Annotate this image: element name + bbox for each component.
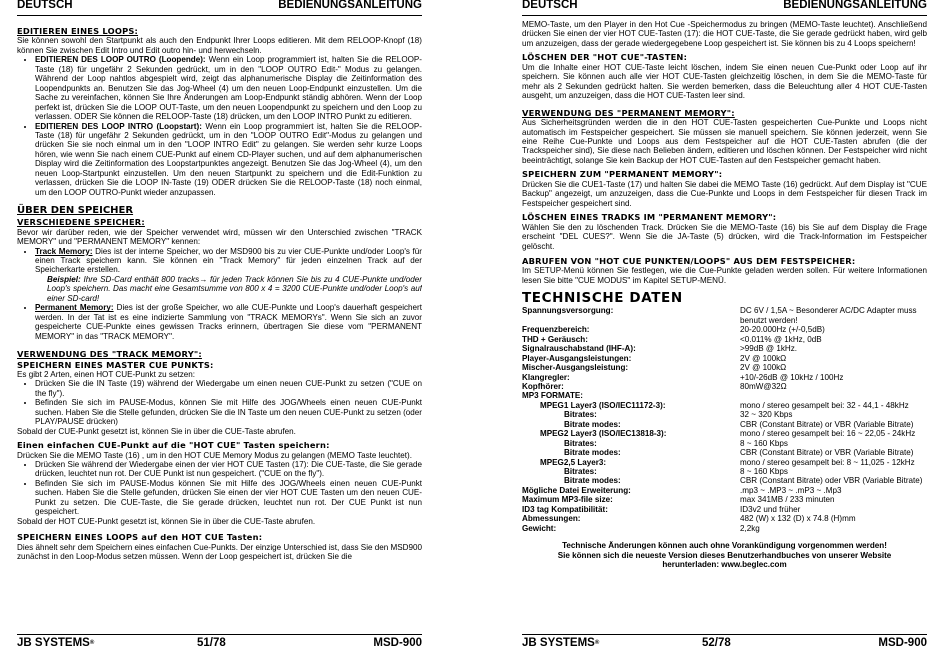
spec-row: [522, 467, 927, 476]
spec-value: 2V @ 100kΩ: [740, 363, 787, 373]
spec-row: [522, 514, 927, 523]
spec-row: [522, 476, 927, 485]
spec-row: [522, 363, 927, 372]
spec-row: [522, 458, 927, 467]
note-line: herunterladen: www.beglec.com: [662, 560, 787, 570]
heading-recall: ABRUFEN VON "HOT CUE PUNKTEN/LOOPS" AUS DEM FESTSPEICHER:: [522, 255, 856, 266]
heading-hot-cue: Einen einfachen CUE-Punkt auf die "HOT CUE" Tasten speichern:: [17, 440, 330, 451]
spec-label: Gewicht:: [522, 523, 557, 533]
spec-row: [522, 335, 927, 344]
list-item: • Drücken Sie die IN Taste (19) während der Wiedergabe um einen neuen CUE-Punkt zu setzen ("CUE on the fly").: [35, 379, 422, 398]
bullet-list: [17, 247, 422, 275]
spec-value: <0.011% @ 1kHz, 0dB: [740, 334, 822, 344]
page-body: [522, 20, 927, 630]
page-header: [522, 1, 927, 16]
spec-row: [522, 344, 927, 353]
footer-brand: [17, 639, 94, 648]
spec-value: 482 (W) x 132 (D) x 74.8 (H)mm: [740, 514, 856, 524]
spec-value: mono / stereo gesampelt bei: 16 ~ 22,05 - 24kHz: [740, 429, 916, 439]
spec-value: ID3v2 und früher: [740, 504, 801, 514]
header-language: DEUTSCH: [522, 0, 578, 11]
spec-label: Bitrate modes:: [564, 448, 621, 458]
spec-value: +10/-26dB @ 10kHz / 100Hz: [740, 372, 844, 382]
heading-master-cue: SPEICHERN EINES MASTER CUE PUNKTS:: [17, 359, 214, 370]
paragraph: Im SETUP-Menü können Sie festlegen, wie die Cue-Punkte geladen werden sollen. Für weitere Informationen lesen Sie bitte "CUE MODUS" im Kapitel SETUP-MENÜ.: [522, 266, 927, 285]
spec-label: Frequenzbereich:: [522, 325, 590, 335]
paragraph: Aus Sicherheitsgründen werden die in den HOT CUE-Tasten gespeicherten Cue-Punkte und Loops nicht automatisch im Festspeicher gespeichert. Sie müssen sie manuell speichern. Sie können jederzeit, wenn Sie eine Reihe Cue-Punkte und Loops aus dem Festspeicher auf die HOT CUE-Tasten abrufen (die der Trackspeicher sind), Sie diese nach Belieben ändern, editieren und löschen können. Der Festspeicher wird nicht beeinträchtigt, solange Sie kein Backup der HOT CUE-Tasten auf den Festspeicher gemacht haben.: [522, 118, 927, 165]
spec-label: THD + Geräusch:: [522, 334, 588, 344]
spec-row: [522, 439, 927, 448]
heading-save-permanent: SPEICHERN ZUM "PERMANENT MEMORY":: [522, 169, 723, 180]
registered-mark: ®: [594, 640, 600, 646]
item-text: Wenn ein Loop programmiert ist, halten Sie die RELOOP-Taste (18) für ungefähr 2 Sekunden gedrückt, um in den "LOOP OUTRO Edit"-Modus zu gelangen und drücken Sie sie noch einmal um in den "LOOP INTRO Edit" zu gelangen. Sie werden sehr kurze Loops hören, wie wenn Sie nach einem CUE-Punkt auf einem CD-Player suchen, und auf dem alphanumerischen Display wird die Zeitinformation des Loopstartpunktes angezeigt. Benutzen Sie das Jog-Wheel (4), um den neuen Loop-Startpunkt einzustellen. Um den neuen Startpunkt zu speichern und die Edit-Funktion zu verlassen, drücken Sie die LOOP IN-Taste (19) ODER drücken Sie die RELOOP-Taste (18) noch einmal, um den LOOP OUTRO-Punkt wieder anzupassen.: [35, 121, 422, 197]
heading-save-loop: SPEICHERN EINES LOOPS auf den HOT CUE Tasten:: [17, 532, 263, 543]
model-name: MSD-900: [878, 637, 927, 649]
spec-row: [522, 448, 927, 457]
section-title-specs: TECHNISCHE DATEN: [522, 290, 683, 307]
spec-value: CBR (Constant Bitrate) or VBR (Variable Bitrate): [740, 448, 914, 458]
spec-label: Mischer-Ausgangsleistung:: [522, 363, 629, 373]
spec-value: [740, 391, 927, 400]
spec-row: [522, 505, 927, 514]
header-title: BEDIENUNGSANLEITUNG: [783, 0, 927, 11]
registered-mark: ®: [89, 640, 95, 646]
spec-label: Mögliche Datei Erweiterung:: [522, 485, 631, 495]
spec-label: Bitrate modes:: [564, 419, 621, 429]
heading-delete-track: LÖSCHEN EINES TRADKS IM "PERMANENT MEMORY":: [522, 212, 777, 223]
note-line: Technische Änderungen können auch ohne Vorankündigung vorgenommen werden!: [562, 541, 887, 551]
list-item: [35, 247, 422, 275]
list-item: • Drücken Sie während der Wiedergabe einen der vier HOT CUE Tasten (17): Die CUE-Taste, die Sie gerade drücken, leuchtet nun rot. Der CUE Punkt ist nun gespeichert. ("CUE on the fly").: [35, 460, 422, 479]
list-item: [35, 55, 422, 121]
paragraph: Dies ähnelt sehr dem Speichern eines einfachen Cue-Punkts. Der einzige Unterschied ist, dass Sie den MSD900 zunächst in den Loop-Modus setzen müssen. Wenn der Loop gespeichert ist, drücken Sie die: [17, 542, 422, 562]
item-title: EDITIEREN DES LOOP INTRO (Loopstart):: [35, 121, 202, 131]
spec-label: Abmessungen:: [522, 514, 581, 524]
spec-label: MPEG2,5 Layer3:: [540, 457, 607, 467]
bullet-list: [17, 379, 422, 426]
example-note: [17, 275, 422, 303]
left-page: [17, 0, 422, 654]
spec-label: MPEG2 Layer3 (ISO/IEC13818-3):: [540, 429, 667, 439]
spec-value: mono / stereo gesampelt bei: 8 ~ 11,025 - 12kHz: [740, 457, 915, 467]
heading-use-permanent-memory: VERWENDUNG DES "PERMANENT MEMORY":: [522, 107, 735, 118]
section-title-memory: ÜBER DEN SPEICHER: [17, 205, 134, 217]
spec-row: [522, 495, 927, 504]
spec-value: >99dB @ 1kHz.: [740, 344, 798, 354]
spec-label: Bitrates:: [564, 467, 597, 477]
spec-value: 8 ~ 160 Kbps: [740, 467, 788, 477]
item-text: Dies ist der interne Speicher, wo der MSD900 bis zu vier CUE-Punkte und/oder Loop's für einen Track speichern kann. Sie können ein "Track Memory" für jeden einzelnen Track auf der Speicherkarte erstellen.: [35, 246, 422, 275]
item-title: EDITIEREN DES LOOP OUTRO (Loopende):: [35, 55, 206, 65]
item-text: Dies ist der große Speicher, wo alle CUE-Punkte und Loop's dauerhaft gespeichert werden. In der Tat ist es eine indizierte Sammlung von "TRACK MEMORYs". Wenn Sie sich an zuvor gespeicherte CUE-Punkte eines gewissen Tracks erinnern, übertragen Sie diese vom "PERMANENT MEMORY" in das "TRACK MEMORY".: [35, 303, 422, 341]
list-item: [35, 122, 422, 198]
spec-value: .mp3 ~ .MP3 ~ .mP3 ~ .Mp3: [740, 485, 842, 495]
spec-value: 20-20.000Hz (+/-0,5dB): [740, 325, 825, 335]
spec-value: CBR (Constant Bitrate) oder VBR (Variable Bitrate): [740, 476, 923, 486]
spec-label: MPEG1 Layer3 (ISO/IEC11172-3):: [540, 400, 666, 410]
brand-name: JB SYSTEMS: [17, 637, 90, 649]
paragraph: Sobald der CUE-Punkt gesetzt ist, können Sie in über die CUE-Taste abrufen.: [17, 426, 296, 436]
paragraph: Drücken Sie die MEMO Taste (16) , um in den HOT CUE Memory Modus zu gelangen (MEMO Taste leuchtet).: [17, 450, 412, 460]
spec-row: [522, 524, 927, 533]
example-text: Ihre SD-Card enthält 800 tracks→ für jeden Track können Sie bis zu 4 CUE-Punkte und/oder Loop's speichern. Das macht eine Gesamtsumme von 800 x 4 = 3200 CUE-Punkte und/oder Loop's auf einer SD-card!: [47, 274, 422, 303]
spec-value: DC 6V / 1,5A ~ Besonderer AC/DC Adapter muss benutzt werden!: [740, 306, 917, 325]
bullet-list: [17, 460, 422, 517]
page-footer: [522, 634, 927, 653]
spec-row: [522, 306, 927, 325]
specs-table: [522, 306, 927, 533]
example-label: Beispiel:: [47, 274, 81, 284]
spec-row: [522, 401, 927, 410]
paragraph: Bevor wir darüber reden, wie der Speicher verwendet wird, müssen wir den Unterschied zwischen "TRACK MEMORY" und "PERMANENT MEMORY" kennen:: [17, 227, 422, 247]
right-page: [522, 0, 927, 654]
spec-value: 8 ~ 160 Kbps: [740, 438, 788, 448]
page-body: [17, 20, 422, 630]
bullet-list: [17, 303, 422, 341]
spec-label: Bitrate modes:: [564, 476, 621, 486]
paragraph: MEMO-Taste, um den Player in den Hot Cue -Speichermodus zu bringen (MEMO-Taste leuchtet). Anschließend drücken Sie einen der vier HOT CUE-Tasten (17): die HOT CUE-Taste, die Sie gerade gedrückt haben, wird gelb um anzuzeigen, dass der gerade wiedergegebene Loop gespeichert ist. Sie können bis zu 4 Loops speichern!: [522, 20, 927, 48]
spec-label: Spannungsversorgung:: [522, 306, 614, 316]
note-line: Sie können sich die neueste Version dieses Benutzerhandbuches von unserer Website: [557, 550, 892, 560]
list-item: • Befinden Sie sich im PAUSE-Modus, können Sie mit Hilfe des JOG/Wheels einen neuen CUE-Punkt suchen. Haben Sie die Stelle gefunden, drücken Sie die IN Taste um den neuen CUE-Punkt zu setzen (oder PLAY/PAUSE drücken): [35, 398, 422, 426]
spec-value: 32 ~ 320 Kbps: [740, 410, 793, 420]
heading-use-track-memory: VERWENDUNG DES "TRACK MEMORY":: [17, 349, 202, 360]
spec-value: 2V @ 100kΩ: [740, 353, 787, 363]
header-language: DEUTSCH: [17, 0, 73, 11]
page-footer: [17, 634, 422, 653]
spec-label: Bitrates:: [564, 438, 597, 448]
spec-row: [522, 373, 927, 382]
paragraph: Drücken Sie die CUE1-Taste (17) und halten Sie dabei die MEMO Taste (16) gedrückt. Auf dem Display ist "CUE Backup" angezeigt, um anzuzeigen, dass die Cue-Punkte und Loops in dem Festspeicher für diesen Track im Festspeicher gespeichert sind.: [522, 179, 927, 208]
paragraph: Um die Inhalte einer HOT CUE-Taste leicht löschen, indem Sie einen neuen Cue-Punkt oder Loop auf ihr speichern. Sie können auch alle vier HOT CUE-Tasten gleichzeitig löschen, in dem Sie die MEMO-Taste für mehr als 2 Sekunden gedrückt halten. Sie werden bemerken, dass die Beleuchtung aller 4 HOT CUE-Tasten ausgeht, um anzuzeigen, dass die HOT CUE-Tasten leer sind.: [522, 62, 927, 101]
spec-label: Signalrauschabstand (IHF-A):: [522, 344, 636, 354]
spec-label: Klangregler:: [522, 372, 570, 382]
header-title: BEDIENUNGSANLEITUNG: [278, 0, 422, 11]
item-text: Wenn ein Loop programmiert ist, halten Sie die RELOOP-Taste (18) für ungefähr 2 Sekunden gedrückt, um in den "LOOP OUTRO Edit-" Modus zu gelangen. Während der Loop nahtlos abgespielt wird, zeigt das alphanumerische Display die Zeitinformation des Loopendpunkts an. Benutzen Sie das Jog-Wheel (4) um den neuen Loop-Endpunkt einzustellen. Um die Sache zu vereinfachen, können Sie Ihre Änderungen am Loop-Endpunkt ständig abhören. Wenn der Loop perfekt ist, drücken Sie die LOOP OUT-Taste, um den neuen Loopendpunkt zu speichern und den Loop zu verlassen. ODER Sie können die RELOOP-Taste (18) drücken, um den LOOP INTRO Punkt zu editieren.: [35, 55, 422, 122]
spec-row: [522, 420, 927, 429]
spec-label: Bitrates:: [564, 410, 597, 420]
paragraph: Sobald der HOT CUE-Punkt gesetzt ist, können Sie in über die CUE-Taste abrufen.: [17, 516, 316, 526]
page-number: 51/78: [197, 637, 226, 649]
spec-label: ID3 tag Kompatibilität:: [522, 504, 608, 514]
paragraph: Sie können sowohl den Startpunkt als auch den Endpunkt Ihrer Loops editieren. Mit dem RELOOP-Knopf (18) können Sie zwischen Edit Intro und Edit outro hin- und herwechseln.: [17, 36, 422, 55]
list-item: [35, 303, 422, 341]
spec-value: mono / stereo gesampelt bei: 32 - 44,1 - 48kHz: [740, 400, 909, 410]
page-number: 52/78: [702, 637, 731, 649]
spec-row: [522, 429, 927, 438]
spec-row: [522, 391, 927, 400]
heading-edit-loops: EDITIEREN EINES LOOPS:: [17, 26, 139, 36]
heading-various-memories: VERSCHIEDENE SPEICHER:: [17, 217, 145, 228]
page-header: [17, 1, 422, 16]
spec-label: Kopfhörer:: [522, 381, 564, 391]
spec-row: [522, 325, 927, 334]
paragraph: Es gibt 2 Arten, einen HOT CUE-Punkt zu setzen:: [17, 369, 195, 379]
spec-label: Player-Ausgangsleistungen:: [522, 353, 632, 363]
spec-label: MP3 FORMATE:: [522, 391, 583, 401]
bullet-list: [17, 55, 422, 197]
list-item: • Befinden Sie sich im PAUSE-Modus können Sie mit Hilfe des JOG/Wheels einen neuen CUE-Punkt suchen. Haben Sie die Stelle gefunden, drücken Sie einen der vier HOT CUE Tasten um den neuen CUE-Punkt zu setzen. Die CUE-Taste, die Sie gerade drücken, leuchtet nun rot. Der CUE Punkt ist nun gespeichert.: [35, 479, 422, 517]
heading-clear-hot-cue: LÖSCHEN DER "HOT CUE"-TASTEN:: [522, 52, 688, 63]
spec-value: 2,2kg: [740, 523, 760, 533]
spec-value: max 341MB / 233 minuten: [740, 495, 835, 505]
spec-label: Maximum MP3-file size:: [522, 495, 613, 505]
spec-value: CBR (Constant Bitrate) or VBR (Variable Bitrate): [740, 419, 914, 429]
footer-brand: [522, 639, 599, 648]
spec-row: [522, 354, 927, 363]
brand-name: JB SYSTEMS: [522, 637, 595, 649]
model-name: MSD-900: [373, 637, 422, 649]
spec-row: [522, 382, 927, 391]
item-title: Permanent Memory:: [35, 303, 114, 313]
spec-value: 80mW@32Ω: [740, 381, 787, 391]
spec-row: [522, 410, 927, 419]
spec-row: [522, 486, 927, 495]
item-title: Track Memory:: [35, 246, 93, 256]
paragraph: Wählen Sie den zu löschenden Track. Drücken Sie die MEMO-Taste (16) bis Sie auf dem Display die Frage erscheint "DEL CUES?". Wenn Sie die JA-Taste (5) drücken, wird die Track-Information im Festspeicher gelöscht.: [522, 222, 927, 251]
